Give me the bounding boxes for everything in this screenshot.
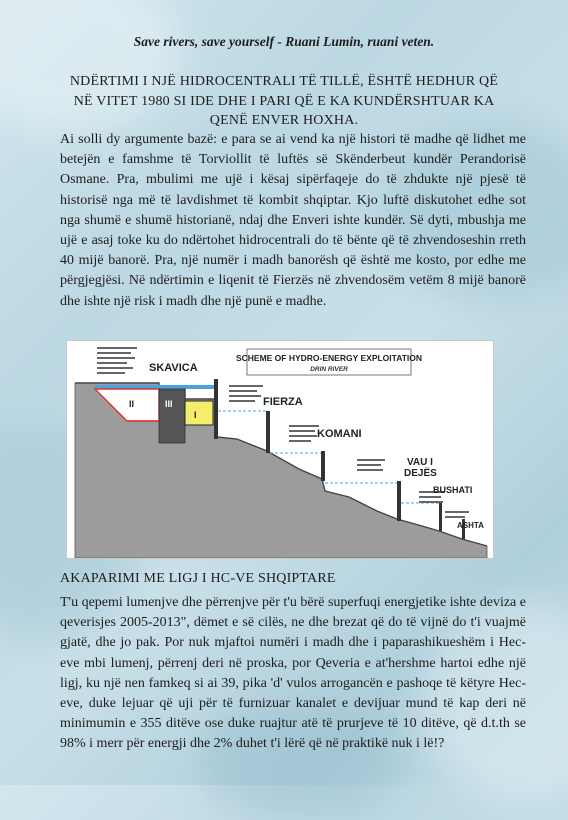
station-bushati: BUSHATI: [433, 485, 473, 495]
fierza-specs: [229, 385, 263, 402]
station-vau-dejes: VAU I DEJËS: [404, 457, 437, 479]
station-fierza: FIERZA: [263, 396, 303, 408]
paragraph-1: Ai solli dy argumente bazë: e para se ai vend ka një histori të madhe që lidhet me betejën e famshme të Torviollit të luftës së Skënderbeut kundër Perandorisë Osmane. Pra, mbulimi me ujë i kësaj sipërfaqeje do të zhdukte një pjesë të historisë nga më të lavdishmet të kombit shqiptar. Kjo luftë diskutohet edhe sot nga shumë e shumë historianë, ndaj dhe Enveri ishte kundër. Së dyti, mbushja me ujë e asaj toke ku do ndërtohet hidrocentrali do të bënte që të zhvendoseshin rreth 40 mijë banorë. Pra, një numër i madh banorësh që është me kosto, por edhe me përgjegjësi. Në ndërtimin e liqenit të Fierzës në zhvendosëm vetëm 8 mijë banorë dhe ishte një risk i madh dhe një punë e madhe.: [60, 132, 526, 309]
skavica-dam: [214, 379, 218, 439]
station-ashta: ASHTA: [457, 521, 484, 530]
skavica-zone-i: [185, 401, 213, 425]
scheme-title: SCHEME OF HYDRO-ENERGY EXPLOITATION: [235, 353, 423, 363]
fierza-dam: [266, 411, 270, 453]
tagline: Save rivers, save yourself - Ruani Lumin, ruani veten.: [133, 34, 435, 49]
zone-label-iii: III: [165, 399, 173, 409]
hydro-scheme-figure: [66, 340, 494, 559]
scheme-subtitle: DRIN RIVER: [310, 366, 348, 373]
station-komani: KOMANI: [317, 428, 362, 440]
komani-specs: [289, 425, 319, 442]
skavica-specs: [97, 347, 137, 374]
vau-dejes-specs: [357, 459, 385, 471]
zone-label-i: I: [194, 410, 197, 420]
vau-dejes-dam: [397, 481, 401, 521]
hydro-scheme-diagram: [67, 341, 493, 558]
ashta-specs: [445, 511, 469, 518]
komani-dam: [321, 451, 325, 481]
bushati-dam: [439, 501, 442, 531]
zone-label-ii: II: [129, 399, 135, 409]
section-heading-2: AKAPARIMI ME LIGJ I HC-VE SHQIPTARE: [60, 571, 336, 586]
station-skavica: SKAVICA: [149, 362, 198, 374]
section-heading-1: NDËRTIMI I NJË HIDROCENTRALI TË TILLË, ËSHTË HEDHUR QË NË VITET 1980 SI IDE DHE I PARI QË E KA KUNDËRSHTUAR KA QENË ENVER HOXHA.: [69, 74, 499, 128]
paragraph-2: T'u qepemi lumenjve dhe përrenjve për t'u bërë superfuqi energjetike ishte deviza e qeverisjes 2005-2013", dëmet e së cilës, ne dhe brezat që do të vijnë do t'i vuajmë gjatë, dhe jo pak. Por nuk mjaftoi numëri i madh dhe i paparashikueshëm i Hec-eve mbi lumenj, përrenj deri në proska, por Qeveria e at'hershme hartoi edhe një ligj, ku një nen famkeq si ai 39, pika 'd' vulos arrogancën e pashoqe të këtyre Hec-eve, duke lejuar që uji për të furnizuar kanalet e devijuar mund të kap deri në minimumin e 355 ditëve ose duke ruajtur atë të prurjeve të 10 ditëve, që d.t.th se 98% i merr për energji dhe 2% duhet t'i lërë që në praktikë nuk i lë!?: [60, 595, 526, 752]
skavica-zone-iii: [159, 389, 185, 443]
